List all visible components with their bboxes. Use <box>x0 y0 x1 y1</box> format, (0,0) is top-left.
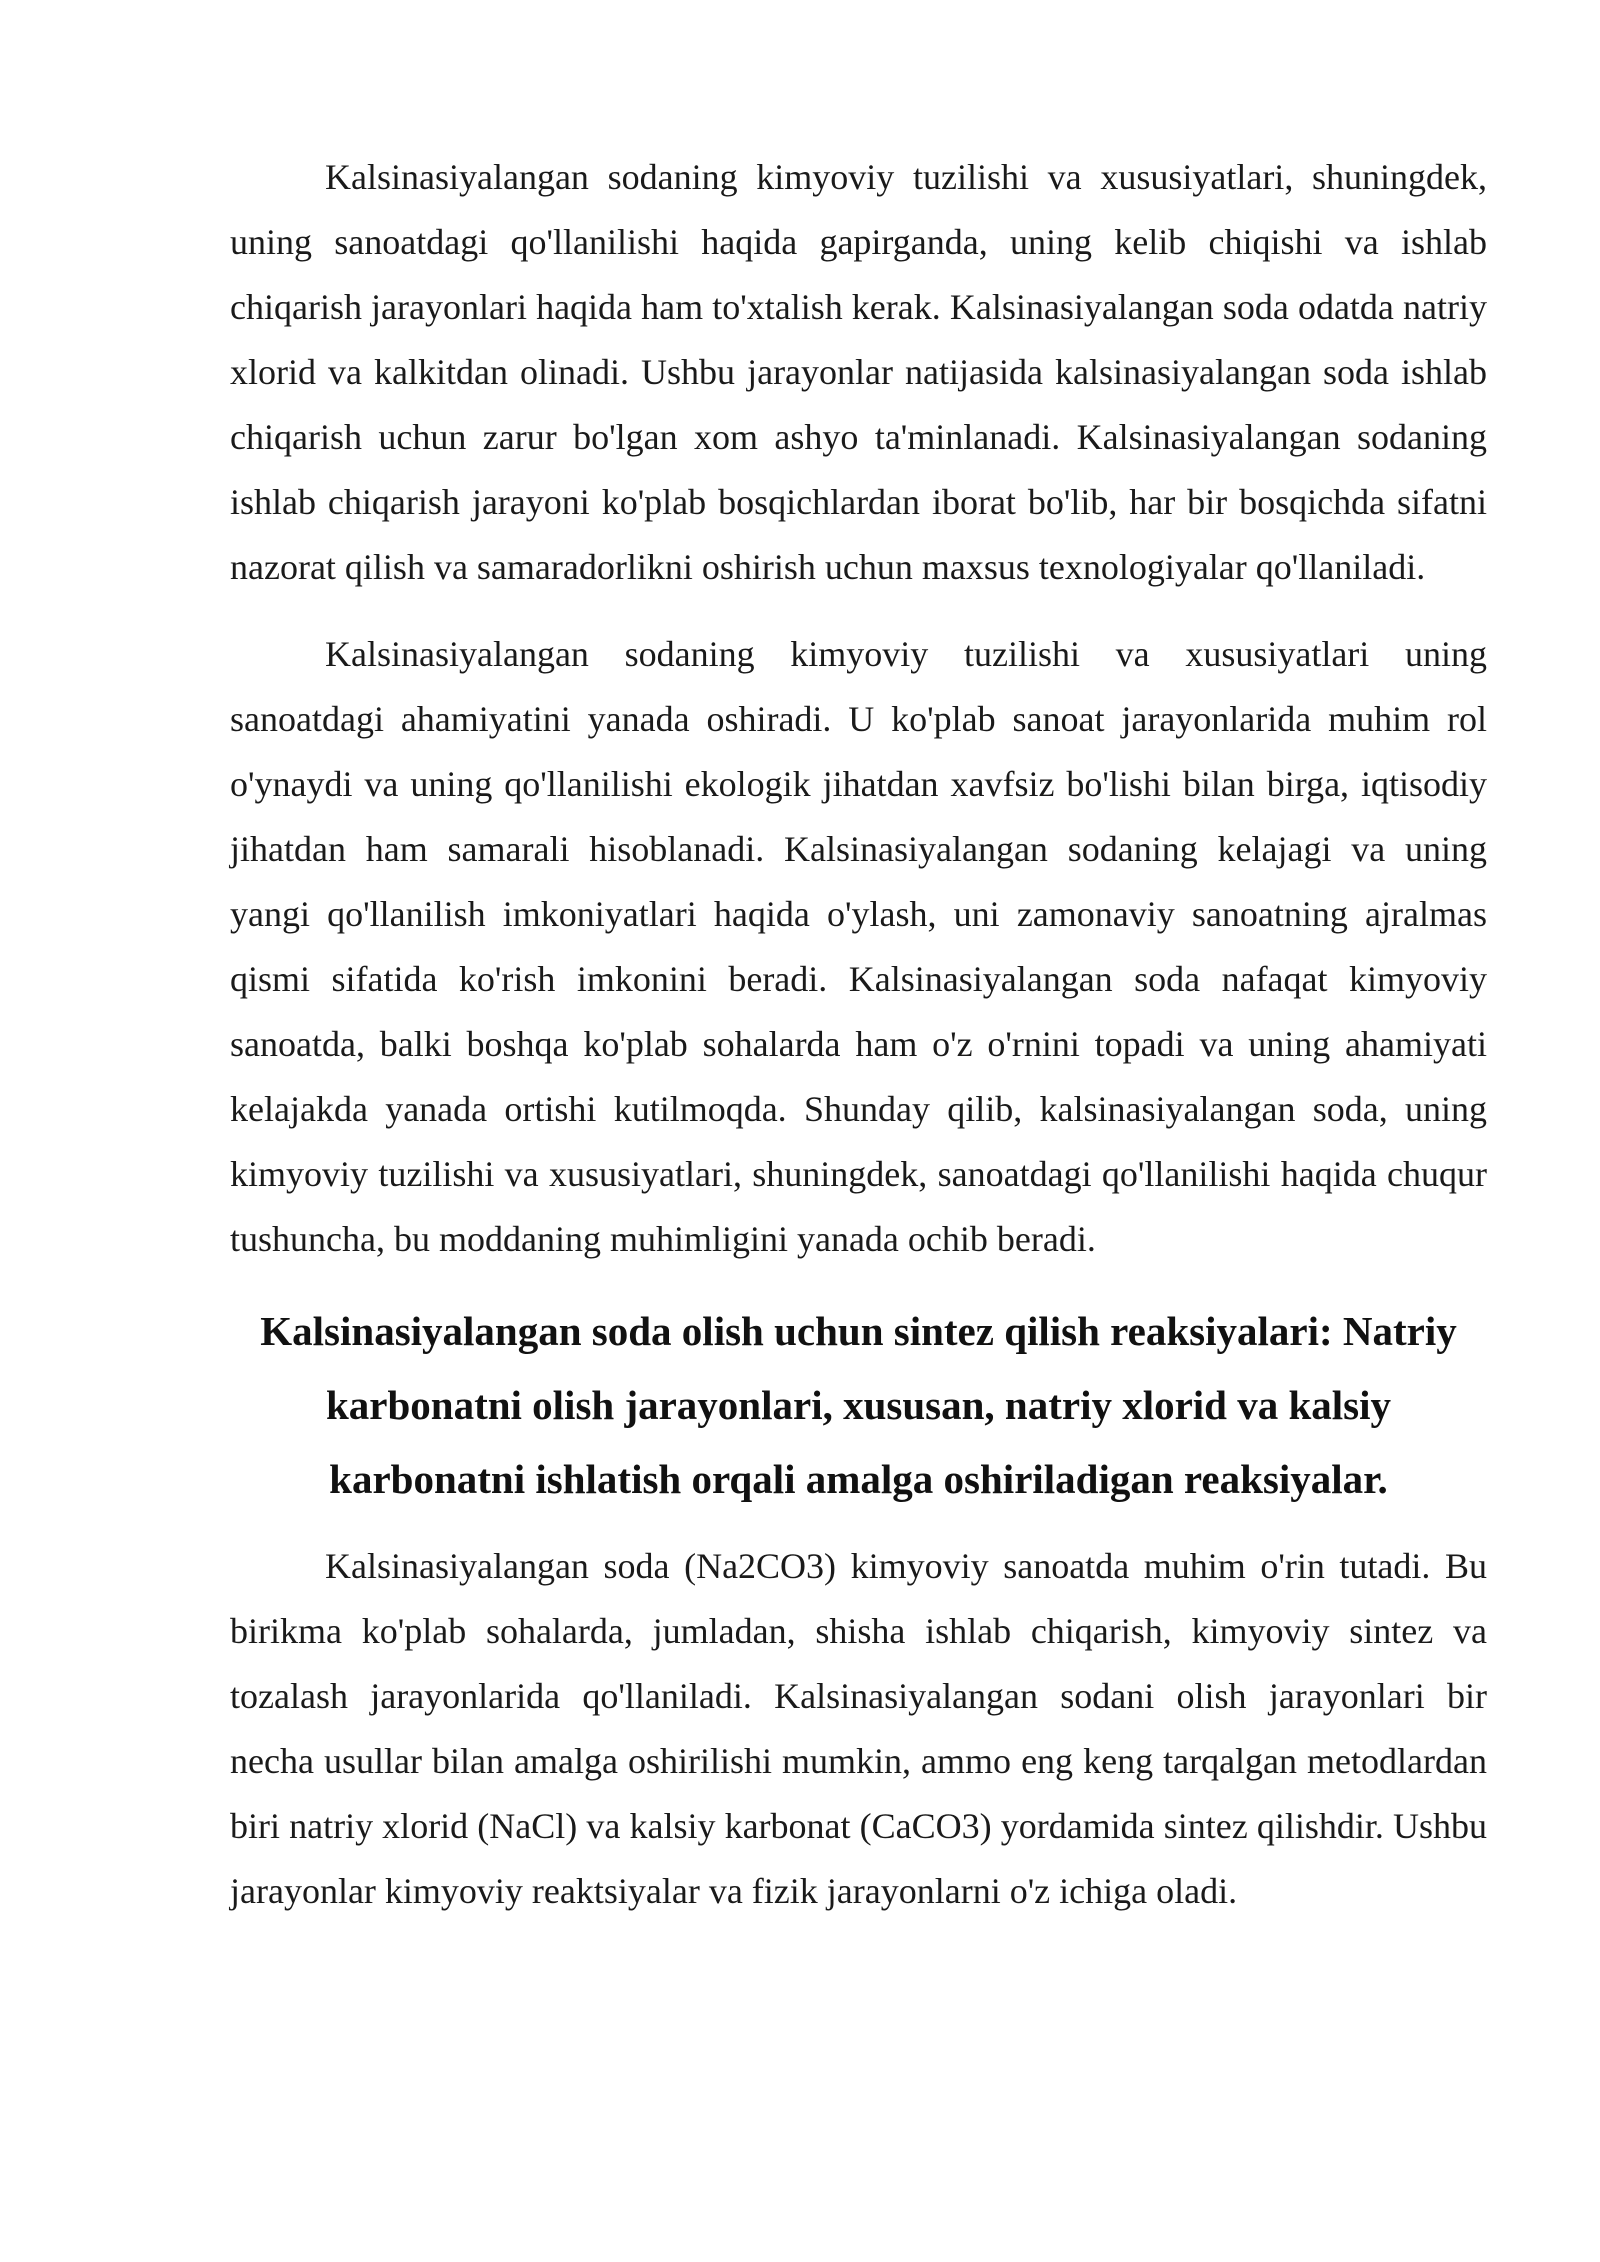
paragraph-2: Kalsinasiyalangan sodaning kimyoviy tuzilishi va xususiyatlari uning sanoatdagi ahamiyatini yanada oshiradi. U ko'plab sanoat jarayonlarida muhim rol o'ynaydi va uning qo'llanilishi ekologik jihatdan xavfsiz bo'lishi bilan birga, iqtisodiy jihatdan ham samarali hisoblanadi. Kalsinasiyalangan sodaning kelajagi va uning yangi qo'llanilish imkoniyatlari haqida o'ylash, uni zamonaviy sanoatning ajralmas qismi sifatida ko'rish imkonini beradi. Kalsinasiyalangan soda nafaqat kimyoviy sanoatda, balki boshqa ko'plab sohalarda ham o'z o'rnini topadi va uning ahamiyati kelajakda yanada ortishi kutilmoqda. Shunday qilib, kalsinasiyalangan soda, uning kimyoviy tuzilishi va xususiyatlari, shuningdek, sanoatdagi qo'llanilishi haqida chuqur tushuncha, bu moddaning muhimligini yanada ochib beradi. <box>230 634 1487 1259</box>
paragraph-1: Kalsinasiyalangan sodaning kimyoviy tuzilishi va xususiyatlari, shuningdek, uning sanoatdagi qo'llanilishi haqida gapirganda, uning kelib chiqishi va ishlab chiqarish jarayonlari haqida ham to'xtalish kerak. Kalsinasiyalangan soda odatda natriy xlorid va kalkitdan olinadi. Ushbu jarayonlar natijasida kalsinasiyalangan soda ishlab chiqarish uchun zarur bo'lgan xom ashyo ta'minlanadi. Kalsinasiyalangan sodaning ishlab chiqarish jarayoni ko'plab bosqichlardan iborat bo'lib, har bir bosqichda sifatni nazorat qilish va samaradorlikni oshirish uchun maxsus texnologiyalar qo'llaniladi. <box>230 157 1487 587</box>
section-heading: Kalsinasiyalangan soda olish uchun sintez qilish reaksiyalari: Natriy karbonatni olish jarayonlari, xususan, natriy xlorid va kalsiy karbonatni ishlatish orqali amalga oshiriladigan reaksiyalar. <box>260 1308 1457 1502</box>
paragraph-3: Kalsinasiyalangan soda (Na2CO3) kimyoviy sanoatda muhim o'rin tutadi. Bu birikma ko'plab sohalarda, jumladan, shisha ishlab chiqarish, kimyoviy sintez va tozalash jarayonlarida qo'llaniladi. Kalsinasiyalangan sodani olish jarayonlari bir necha usullar bilan amalga oshirilishi mumkin, ammo eng keng tarqalgan metodlardan biri natriy xlorid (NaCl) va kalsiy karbonat (CaCO3) yordamida sintez qilishdir. Ushbu jarayonlar kimyoviy reaktsiyalar va fizik jarayonlarni o'z ichiga oladi. <box>230 1546 1487 1911</box>
document-page <box>230 145 1487 1946</box>
